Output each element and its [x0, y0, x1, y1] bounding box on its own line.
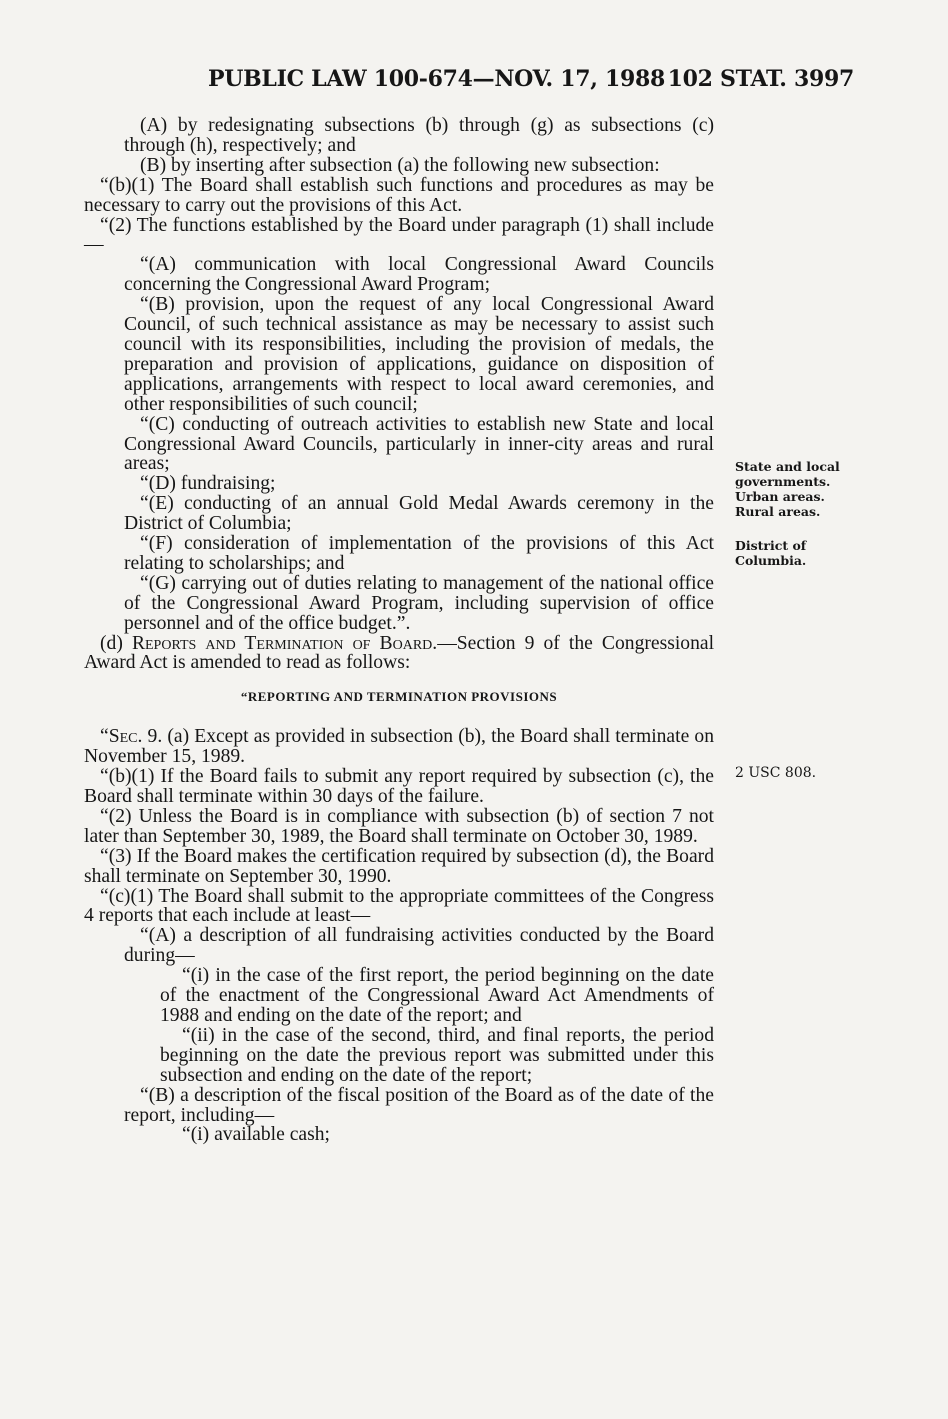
sec-label: “Sec. [100, 726, 143, 748]
section-9-a [84, 727, 714, 767]
section-heading: “REPORTING AND TERMINATION PROVISIONS [240, 689, 558, 705]
paragraph: “(A) communication with local Congressional Award Councils concerning the Congressional Award Program; [124, 254, 714, 296]
note-line: District of [735, 538, 807, 553]
subsection-d-text: —Section 9 of the Congressional Award Act is amended to read as follows: [84, 632, 715, 674]
note-line: Urban areas. [735, 489, 825, 504]
paragraph: “(G) carrying out of duties relating to management of the national office of the Congressional Award Program, including supervision of office personnel and of the office budget.”. [124, 572, 714, 634]
sec-text: 9. (a) Except as provided in subsection (b), the Board shall terminate on November 15, 1989. [84, 726, 714, 768]
subsection-d-prefix: (d) [100, 632, 132, 654]
paragraph: “(i) available cash; [182, 1124, 330, 1146]
paragraph: (B) by inserting after subsection (a) the following new subsection: [140, 154, 660, 176]
paragraph: “(B) a description of the fiscal position of the Board as of the date of the report, including— [124, 1084, 714, 1126]
paragraph: “(3) If the Board makes the certification required by subsection (d), the Board shall terminate on September 30, 1990. [84, 845, 714, 887]
paragraph: “(E) conducting of an annual Gold Medal Awards ceremony in the District of Columbia; [124, 493, 714, 535]
paragraph: “(2) The functions established by the Board under paragraph (1) shall include— [84, 214, 714, 256]
note-line: Rural areas. [735, 504, 821, 519]
paragraph: (A) by redesignating subsections (b) through (g) as subsections (c) through (h), respectively; and [124, 115, 714, 156]
paragraph: “(b)(1) If the Board fails to submit any report required by subsection (c), the Board shall terminate within 30 days of the failure. [84, 766, 714, 807]
header-citation: PUBLIC LAW 100-674—NOV. 17, 1988 [208, 66, 666, 92]
paragraph: “(D) fundraising; [140, 473, 276, 495]
subsection-d [84, 634, 714, 674]
note-line: Columbia. [735, 553, 807, 568]
note-line: State and local [735, 459, 840, 474]
paragraph: “(2) Unless the Board is in compliance with subsection (b) of section 7 not later than September 30, 1989, the Board shall terminate on October 30, 1989. [84, 805, 714, 847]
paragraph: “(A) a description of all fundraising activities conducted by the Board during— [124, 925, 714, 967]
paragraph: “(i) in the case of the first report, the period beginning on the date of the enactment of the Congressional Award Act Amendments of 1988 and ending on the date of the report; and [160, 965, 714, 1026]
marginal-note-dc [735, 538, 925, 568]
paragraph: “(C) conducting of outreach activities to establish new State and local Congressional Award Councils, particularly in inner-city areas and rural areas; [124, 413, 714, 475]
header-stat-page: 102 STAT. 3997 [667, 66, 854, 92]
marginal-note-governments [735, 459, 925, 519]
subsection-d-heading: Reports and Termination of Board. [131, 632, 438, 654]
page-header [84, 66, 854, 106]
note-line: governments. [735, 474, 831, 489]
paragraph: “(B) provision, upon the request of any local Congressional Award Council, of such technical assistance as may be necessary to assist such council with its responsibilities, including the provision of medals, the preparation and provision of applications, guidance on disposition of applications, arrangements with respect to local award ceremonies, and other responsibilities of such council; [124, 294, 714, 415]
paragraph: “(b)(1) The Board shall establish such functions and procedures as may be necessary to carry out the provisions of this Act. [84, 174, 714, 216]
law-text-body [84, 116, 714, 1145]
marginal-note-usc: 2 USC 808. [735, 765, 817, 781]
paragraph: “(c)(1) The Board shall submit to the appropriate committees of the Congress 4 reports that each include at least— [84, 885, 714, 927]
paragraph: “(F) consideration of implementation of the provisions of this Act relating to scholarships; and [124, 533, 714, 574]
paragraph: “(ii) in the case of the second, third, and final reports, the period beginning on the date the previous report was submitted under this subsection and ending on the date of the report; [160, 1024, 714, 1086]
